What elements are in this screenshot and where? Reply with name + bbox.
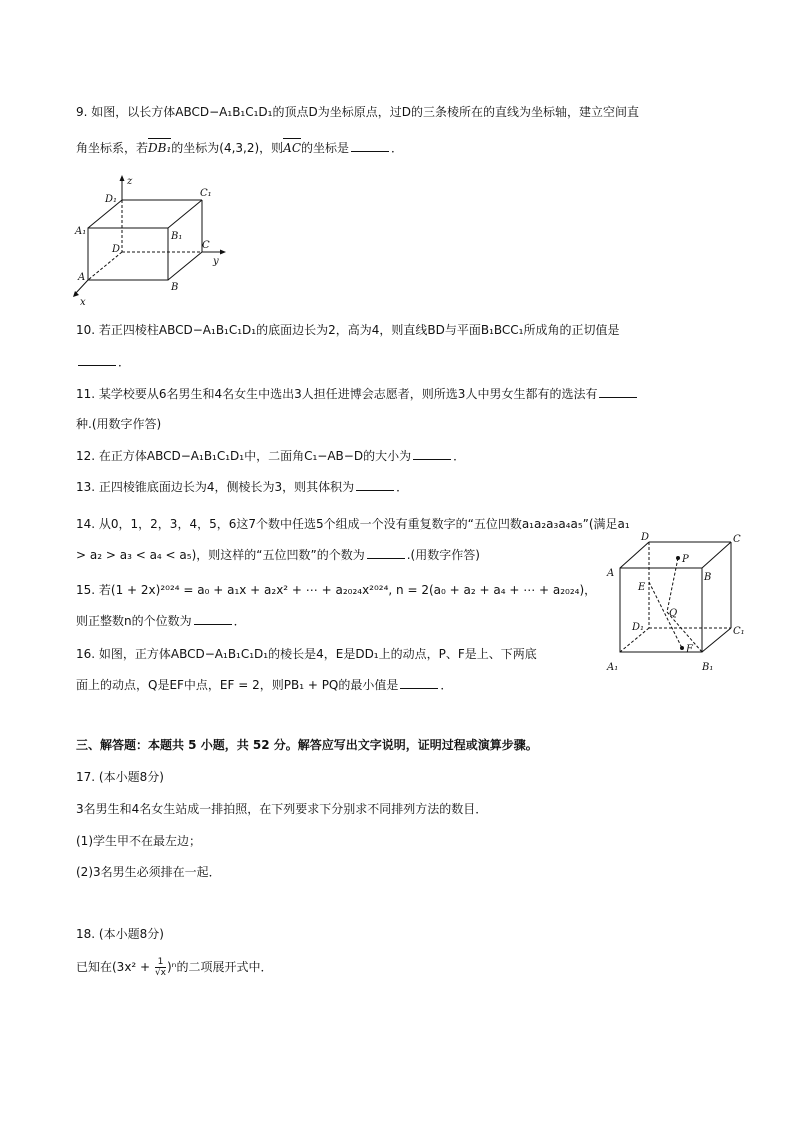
label-c: C (202, 240, 210, 251)
q16-line1: 16. 如图，正方体ABCD−A₁B₁C₁D₁的棱长是4，E是DD₁上的动点，P、F是上、下两底 (76, 647, 537, 661)
q9-line1: 9. 如图，以长方体ABCD−A₁B₁C₁D₁的顶点D为坐标原点，过D的三条棱所在的直线为坐标轴，建立空间直 (76, 105, 639, 119)
answer-blank (367, 546, 405, 559)
label-x: x (80, 297, 86, 307)
label-a: A (78, 272, 86, 283)
q12-line: 12. 在正方体ABCD−A₁B₁C₁D₁中，二面角C₁−AB−D的大小为 ． (76, 449, 466, 463)
q15-line1: 15. 若(1 + 2x)²⁰²⁴ = a₀ + a₁x + a₂x² + ⋯ + a₂₀₂₄x²⁰²⁴, n = 2(a₀ + a₂ + a₄ + ⋯ + a₂₀₂₄)， (76, 583, 597, 597)
answer-blank (599, 385, 637, 398)
q17-heading: 17. (本小题8分) (76, 770, 164, 784)
front-face (88, 228, 168, 280)
label-d: D (112, 244, 121, 255)
label-c: C (733, 534, 741, 545)
vector-ac: AC (283, 141, 302, 155)
fraction (155, 957, 166, 978)
label-b: B (704, 572, 712, 583)
fraction-numerator: 1 (155, 957, 166, 968)
label-b1: B₁ (702, 662, 714, 673)
q17-part1: (1)学生甲不在最左边； (76, 834, 201, 848)
z-arrow-icon (120, 175, 125, 181)
front-face (620, 568, 702, 652)
q14-line1: 14. 从0，1，2，3，4，5，6这7个数中任选5个组成一个没有重复数字的“五位凹数a₁a₂a₃a₄a₅”(满足a₁ (76, 517, 630, 531)
label-c1: C₁ (200, 188, 212, 199)
q16-line2: 面上的动点，Q是EF中点，EF = 2，则PB₁ + PQ的最小值是 ． (76, 678, 453, 692)
x-arrow-icon (73, 291, 79, 297)
label-f: F (686, 644, 693, 655)
label-b1: B₁ (171, 231, 183, 242)
label-a1: A₁ (607, 662, 619, 673)
fraction-denominator: √x (154, 968, 166, 978)
label-y: y (213, 256, 219, 267)
q17-body: 3名男生和4名女生站成一排拍照，在下列要求下分别求不同排列方法的数目． (76, 802, 488, 816)
label-d1: D₁ (632, 622, 645, 633)
section-3-title: 三、解答题：本题共 5 小题，共 52 分。解答应写出文字说明，证明过程或演算步骤。 (76, 738, 538, 752)
label-z: z (127, 176, 133, 187)
label-b: B (171, 282, 179, 293)
label-d: D (641, 532, 650, 543)
point-f (680, 646, 684, 650)
label-a: A (607, 568, 615, 579)
label-p: P (682, 554, 689, 565)
q16-cube-figure (604, 528, 754, 676)
label-c1: C₁ (733, 626, 745, 637)
q17-part2: (2)3名男生必须排在一起． (76, 865, 221, 879)
q11-line2: 种.(用数字作答) (76, 417, 162, 431)
answer-blank (194, 612, 232, 625)
q15-line2: 则正整数n的个位数为 ． (76, 614, 246, 628)
answer-blank (413, 447, 451, 460)
y-arrow-icon (220, 250, 226, 255)
point-p (676, 556, 680, 560)
answer-blank (356, 478, 394, 491)
label-q: Q (669, 608, 678, 619)
q11-line1: 11. 某学校要从6名男生和4名女生中选出3人担任进博会志愿者，则所选3人中男女生都有的选法有 (76, 385, 639, 403)
label-a1: A₁ (75, 226, 87, 237)
label-d1: D₁ (105, 194, 118, 205)
answer-blank (78, 353, 116, 366)
q14-line2: > a₂ > a₃ < a₄ < a₅)，则这样的“五位凹数”的个数为 .(用数字作答) (76, 548, 480, 562)
label-e: E (638, 582, 646, 593)
q10-line2: ． (76, 353, 130, 371)
q10-line1: 10. 若正四棱柱ABCD−A₁B₁C₁D₁的底面边长为2，高为4，则直线BD与平面B₁BCC₁所成角的正切值是 (76, 323, 620, 337)
q13-line: 13. 正四棱锥底面边长为4，侧棱长为3，则其体积为 ． (76, 480, 409, 494)
q18-body: 已知在(3x² + $\frac{1}{√x}$ )ⁿ的二项展开式中． (76, 957, 273, 978)
answer-blank (351, 139, 389, 152)
vector-db1: DB₁ (148, 141, 172, 155)
q18-heading: 18. (本小题8分) (76, 927, 164, 941)
answer-blank (400, 676, 438, 689)
q9-cuboid-figure (72, 172, 232, 307)
q9-line2: 角坐标系，若DB₁的坐标为(4,3,2)，则AC的坐标是 ． (76, 141, 404, 155)
